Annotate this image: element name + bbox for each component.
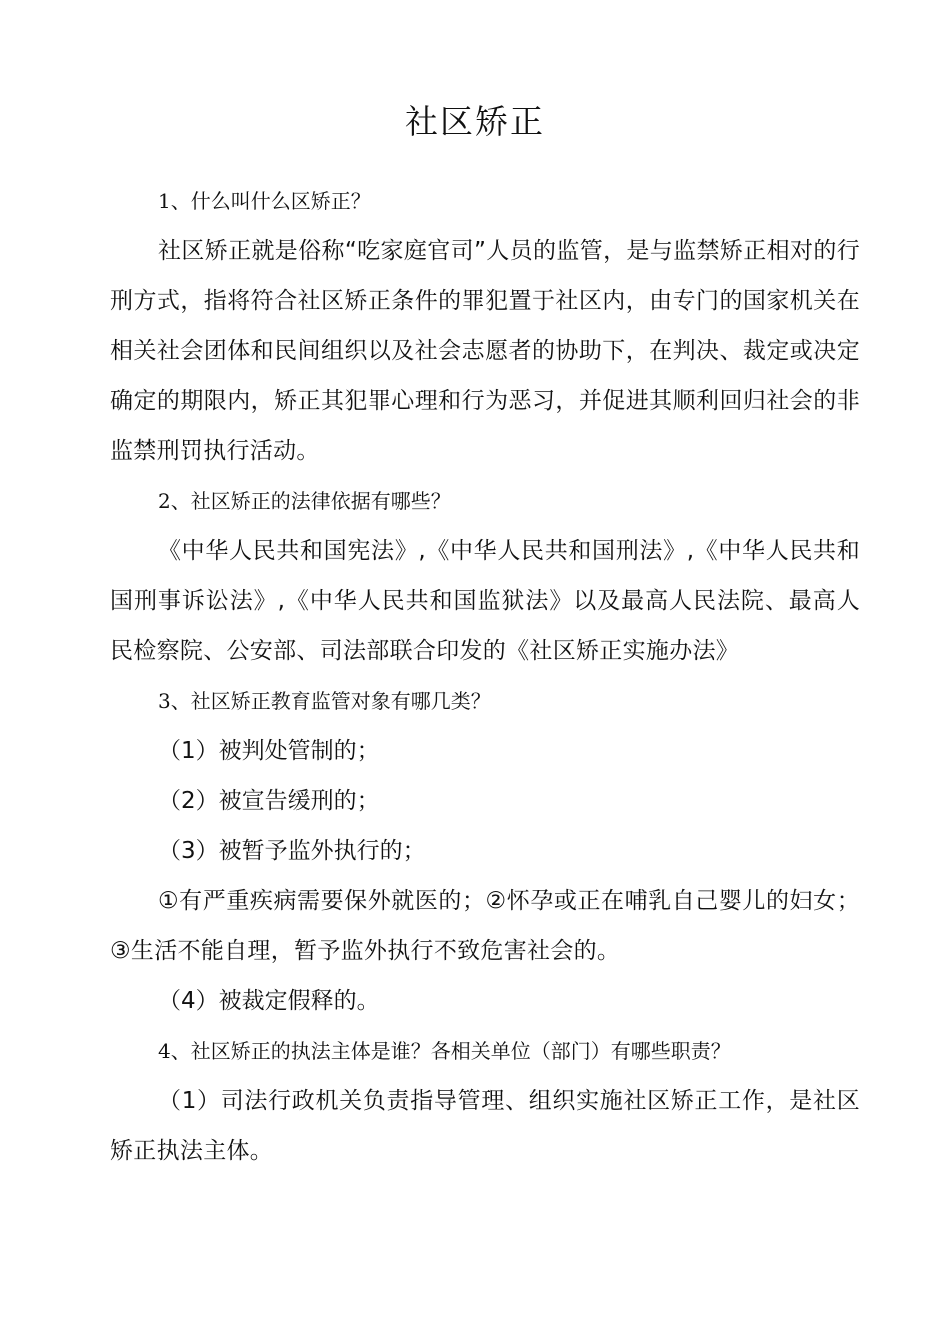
- answer-3-detail: ①有严重疾病需要保外就医的；②怀孕或正在哺乳自己婴儿的妇女；③生活不能自理，暂予监外执行不致危害社会的。: [110, 888, 860, 964]
- document-title: 社区矫正: [405, 102, 545, 141]
- answer-3-item-2: （2）被宣告缓刑的；: [158, 788, 380, 814]
- answer-4-item-1: （1）司法行政机关负责指导管理、组织实施社区矫正工作，是社区矫正执法主体。: [110, 1088, 860, 1164]
- answer-3-item-4: （4）被裁定假释的。: [158, 988, 380, 1014]
- question-2: 2、社区矫正的法律依据有哪些？: [158, 489, 451, 513]
- answer-3-item-3: （3）被暂予监外执行的；: [158, 838, 426, 864]
- question-4: 4、社区矫正的执法主体是谁？各相关单位（部门）有哪些职责？: [158, 1039, 731, 1063]
- answer-2: 《中华人民共和国宪法》,《中华人民共和国刑法》,《中华人民共和国刑事诉讼法》,《中华人民共和国监狱法》以及最高人民法院、最高人民检察院、公安部、司法部联合印发的《社区矫正实施办法》: [110, 538, 860, 664]
- question-3: 3、社区矫正教育监管对象有哪几类？: [158, 689, 491, 713]
- answer-3-item-1: （1）被判处管制的；: [158, 738, 380, 764]
- question-1: 1、什么叫什么区矫正？: [158, 189, 371, 213]
- document-body: [110, 176, 860, 1176]
- answer-1: 社区矫正就是俗称“吃家庭官司”人员的监管，是与监禁矫正相对的行刑方式，指将符合社区矫正条件的罪犯置于社区内，由专门的国家机关在相关社会团体和民间组织以及社会志愿者的协助下，在判决、裁定或决定确定的期限内，矫正其犯罪心理和行为恶习，并促进其顺利回归社会的非监禁刑罚执行活动。: [110, 238, 860, 464]
